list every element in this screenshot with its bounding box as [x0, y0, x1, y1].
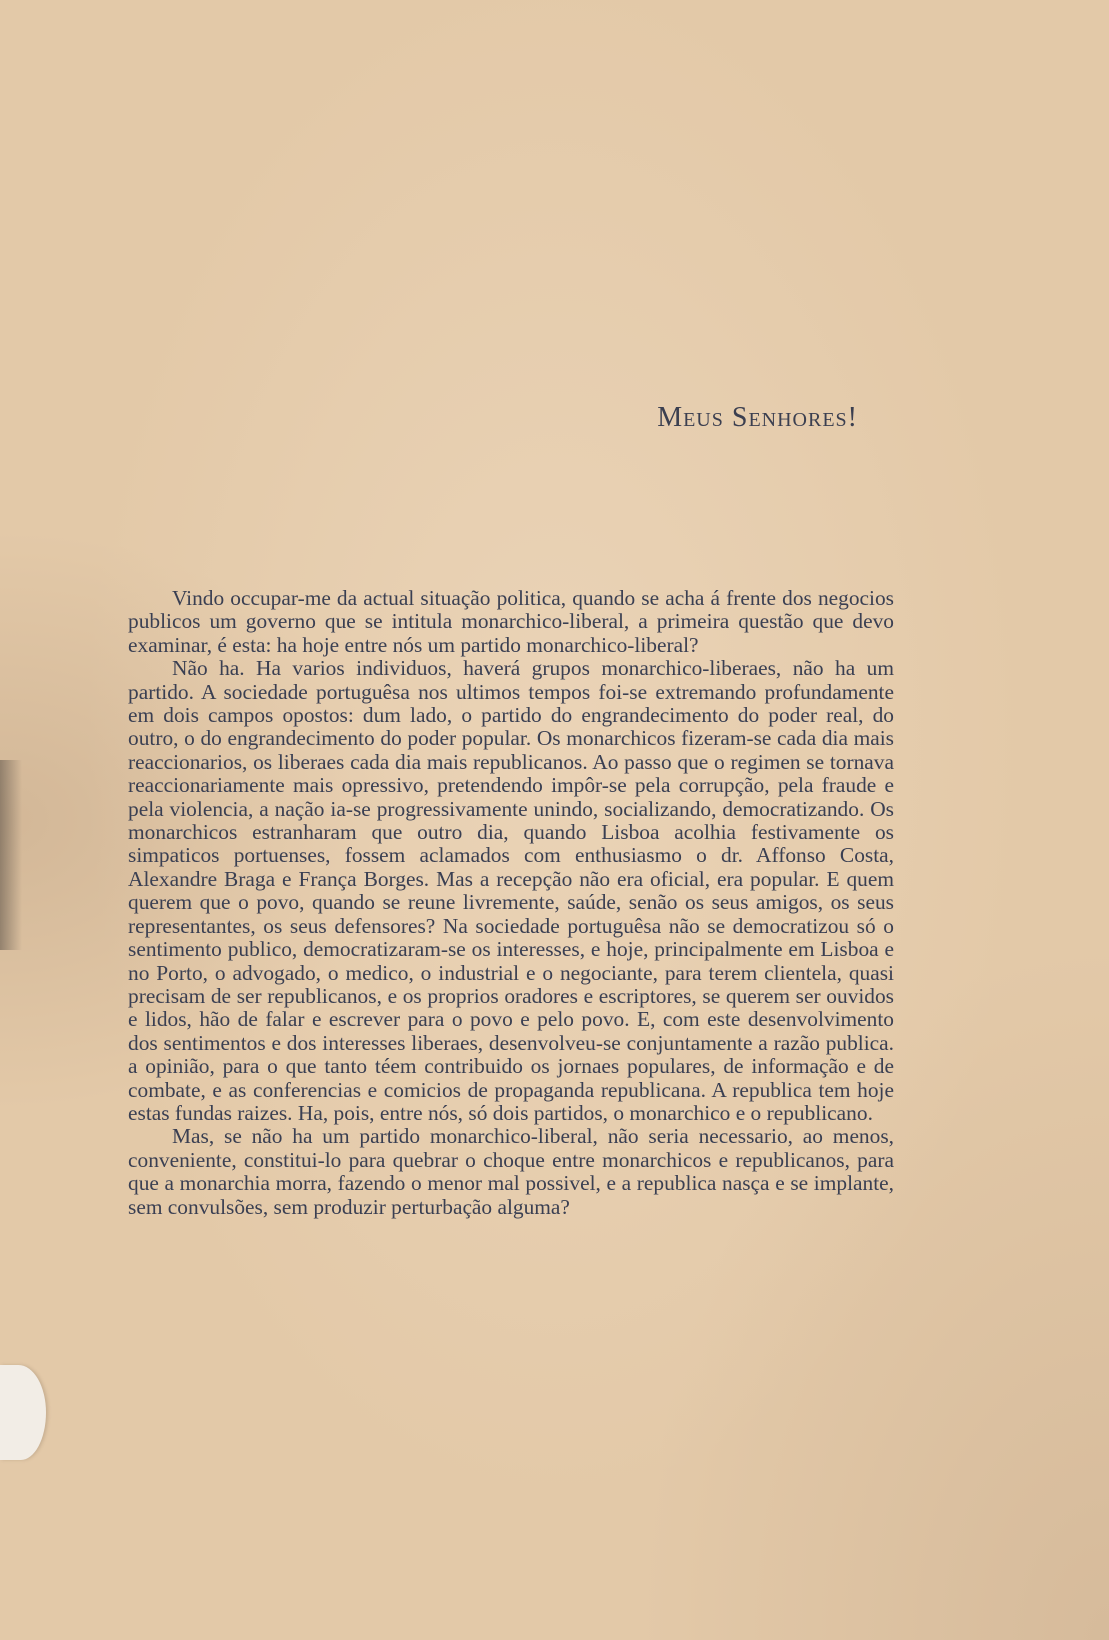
page-heading: Meus Senhores!: [657, 402, 858, 433]
edge-stain: [0, 760, 22, 950]
body-text: [128, 587, 894, 1219]
paragraph: Mas, se não ha um partido monarchico-liberal, não seria necessario, ao menos, conveniente, constitui-lo para quebrar o choque entre monarchicos e republicanos, para que a monarchia morra, fazendo o menor mal possivel, e a republica nasça e se implante, sem convulsões, sem produzir perturbação alguma?: [128, 1124, 894, 1219]
paragraph: Não ha. Ha varios individuos, haverá grupos monarchico-liberaes, não ha um partido. A sociedade portuguêsa nos ultimos tempos foi-se extremando profundamente em dois campos opostos: dum lado, o partido do engrandecimento do poder real, do outro, o do engrandecimento do poder popular. Os monarchicos fizeram-se cada dia mais reaccionarios, os liberaes cada dia mais republicanos. Ao passo que o regimen se tornava reaccionariamente mais opressivo, pretendendo impôr-se pela corrupção, pela fraude e pela violencia, a nação ia-se progressivamente unindo, socializando, democratizando. Os monarchicos estranharam que outro dia, quando Lisboa acolhia festivamente os simpaticos portuenses, fossem aclamados com enthusiasmo o dr. Affonso Costa, Alexandre Braga e França Borges. Mas a recepção não era oficial, era popular. E quem querem que o povo, quando se reune livremente, saúde, senão os seus amigos, os seus representantes, os seus defensores? Na sociedade portuguêsa não se democratizou só o sentimento publico, democratizaram-se os interesses, e hoje, principalmente em Lisboa e no Porto, o advogado, o medico, o industrial e o negociante, para terem clientela, quasi precisam de ser republicanos, e os proprios oradores e escriptores, se querem ser ouvidos e lidos, hão de falar e escrever para o povo e pelo povo. E, com este desenvolvimento dos sentimentos e dos interesses liberaes, desenvolveu-se conjuntamente a razão publica. a opinião, para o que tanto téem contribuido os jornaes populares, de informação e de combate, e as conferencias e comicios de propaganda republicana. A republica tem hoje estas fundas raizes. Ha, pois, entre nós, só dois partidos, o monarchico e o republicano.: [128, 656, 894, 1125]
torn-page-edge: [0, 1365, 46, 1460]
paragraph: Vindo occupar-me da actual situação politica, quando se acha á frente dos negocios publicos um governo que se intitula monarchico-liberal, a primeira questão que devo examinar, é esta: ha hoje entre nós um partido monarchico-liberal?: [128, 586, 894, 657]
